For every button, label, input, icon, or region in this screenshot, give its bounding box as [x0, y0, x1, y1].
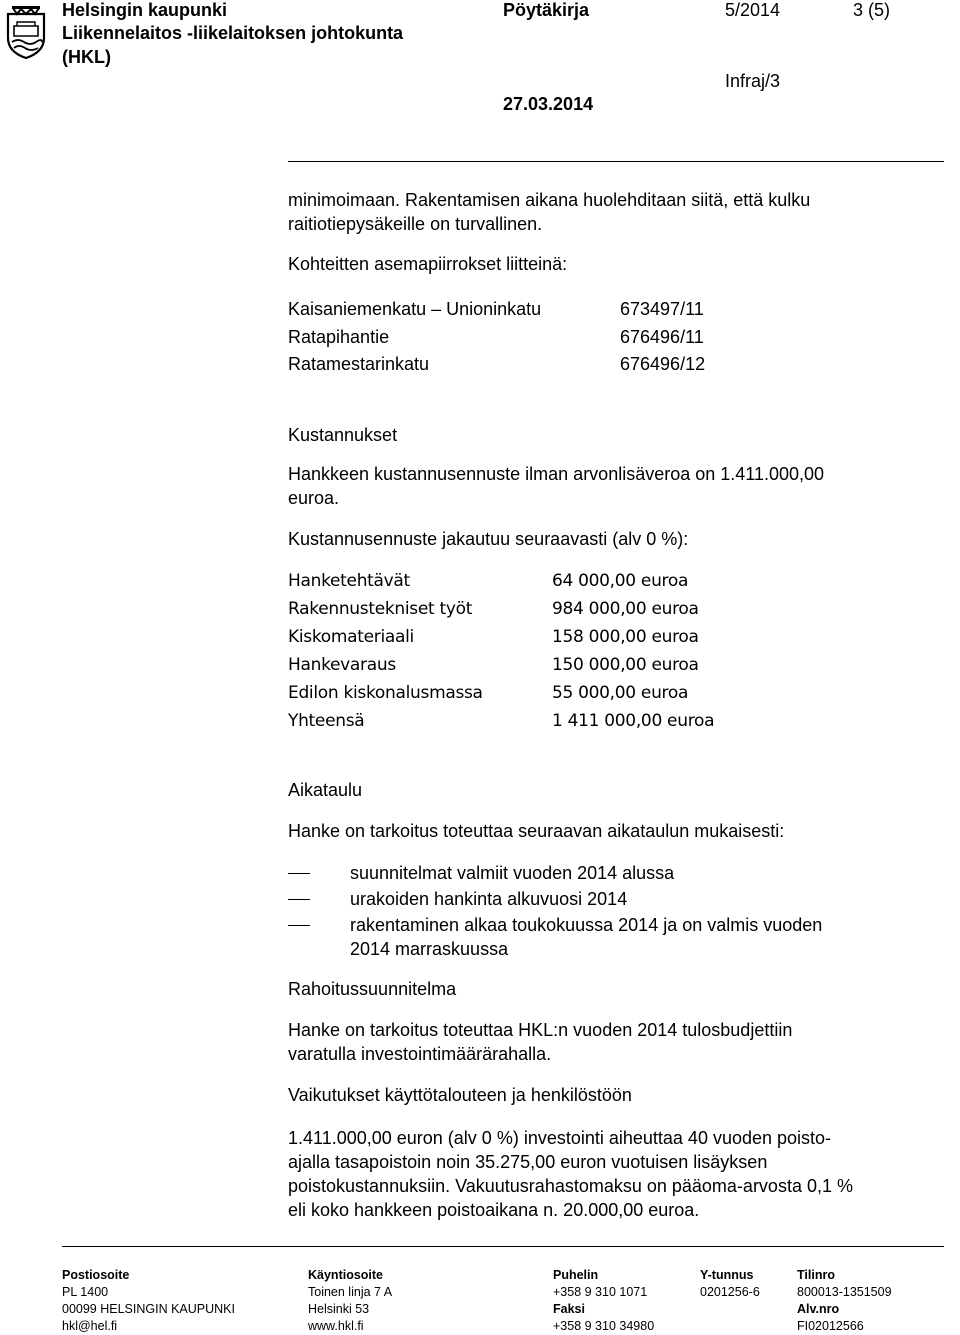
footer-phone-number: +358 9 310 1071 [553, 1285, 648, 1299]
breakdown-items [288, 567, 483, 735]
breakdown-total-label: Yhteensä [288, 711, 365, 731]
unit-name: Liikennelaitos -liikelaitoksen johtokunta [62, 23, 404, 43]
section-ref: Infraj/3 [725, 71, 781, 91]
schedule-item-text: 2014 marraskuussa [350, 939, 509, 959]
schedule-item [288, 913, 822, 937]
costs-line-2: euroa. [288, 488, 340, 508]
org-name: Helsingin kaupunki [62, 0, 228, 20]
dash-bullet [288, 925, 310, 926]
footer-visit-label: Käyntiosoite [308, 1268, 384, 1282]
funding-line-2: varatulla investointimäärärahalla. [288, 1044, 552, 1064]
schedule-list [288, 861, 822, 961]
footer-postal-city: 00099 HELSINGIN KAUPUNKI [62, 1302, 235, 1316]
breakdown-amount: 64 000,00 euroa [552, 571, 689, 591]
effects-heading: Vaikutukset käyttötalouteen ja henkilöstöön [288, 1085, 632, 1105]
map-ref: 673497/11 [620, 299, 704, 319]
intro-line-2: raitiotiepysäkeille on turvallinen. [288, 214, 543, 234]
footer-fax-label: Faksi [553, 1302, 585, 1316]
unit-abbreviation: (HKL) [62, 47, 111, 67]
helsinki-crest-logo [4, 4, 48, 60]
schedule-intro: Hanke on tarkoitus toteuttaa seuraavan aikataulun mukaisesti: [288, 821, 785, 841]
breakdown-amount: 55 000,00 euroa [552, 683, 689, 703]
breakdown-heading: Kustannusennuste jakautuu seuraavasti (alv 0 %): [288, 529, 689, 549]
map-name: Kaisaniemenkatu – Unioninkatu [288, 299, 542, 319]
footer-postal [62, 1267, 235, 1335]
footer-email: hkl@hel.fi [62, 1319, 118, 1333]
effects-line-2: ajalla tasapoistoin noin 35.275,00 euron vuotuisen lisäyksen [288, 1152, 768, 1172]
dash-bullet [288, 899, 310, 900]
costs-heading: Kustannukset [288, 425, 398, 445]
maps-heading: Kohteitten asemapiirrokset liitteinä: [288, 254, 568, 274]
meeting-date: 27.03.2014 [503, 94, 594, 114]
page-number: 3 (5) [853, 0, 891, 20]
schedule-item [288, 861, 822, 885]
footer-postal-box: PL 1400 [62, 1285, 109, 1299]
footer-visit [308, 1267, 392, 1335]
schedule-item-continuation [288, 937, 822, 961]
breakdown-item: Edilon kiskonalusmassa [288, 683, 483, 703]
costs-line-1: Hankkeen kustannusennuste ilman arvonlisäveroa on 1.411.000,00 [288, 464, 825, 484]
footer-visit-city: Helsinki 53 [308, 1302, 370, 1316]
footer-fax-number: +358 9 310 34980 [553, 1319, 655, 1333]
map-name: Ratamestarinkatu [288, 354, 430, 374]
footer-ytunnus [700, 1267, 760, 1301]
effects-line-1: 1.411.000,00 euron (alv 0 %) investointi aiheuttaa 40 vuoden poisto- [288, 1128, 832, 1148]
footer-account-label: Tilinro [797, 1268, 835, 1282]
footer-account [797, 1267, 892, 1335]
funding-line-1: Hanke on tarkoitus toteuttaa HKL:n vuoden 2014 tulosbudjettiin [288, 1020, 793, 1040]
breakdown-amount: 984 000,00 euroa [552, 599, 699, 619]
footer-postal-label: Postiosoite [62, 1268, 130, 1282]
breakdown-item: Hanketehtävät [288, 571, 410, 591]
funding-heading: Rahoitussuunnitelma [288, 979, 457, 999]
map-ref: 676496/11 [620, 327, 704, 347]
footer-rule [62, 1246, 944, 1247]
dash-bullet [288, 873, 310, 874]
footer-ytunnus-value: 0201256-6 [700, 1285, 760, 1299]
footer-website: www.hkl.fi [308, 1319, 364, 1333]
schedule-item-text: suunnitelmat valmiit vuoden 2014 alussa [350, 863, 675, 883]
breakdown-item: Hankevaraus [288, 655, 396, 675]
footer-visit-street: Toinen linja 7 A [308, 1285, 393, 1299]
effects-line-4: eli koko hankkeen poistoaikana n. 20.000,00 euroa. [288, 1200, 700, 1220]
footer-vat-label: Alv.nro [797, 1302, 840, 1316]
doc-type: Pöytäkirja [503, 0, 590, 20]
footer-phone [553, 1267, 654, 1335]
schedule-heading: Aikataulu [288, 780, 363, 800]
doc-number: 5/2014 [725, 0, 781, 20]
breakdown-amounts [552, 567, 714, 735]
map-ref: 676496/12 [620, 354, 706, 374]
schedule-item-text: urakoiden hankinta alkuvuosi 2014 [350, 889, 628, 909]
breakdown-amount: 158 000,00 euroa [552, 627, 699, 647]
schedule-item [288, 887, 822, 911]
header-rule [288, 161, 944, 162]
breakdown-item: Rakennustekniset työt [288, 599, 473, 619]
map-name: Ratapihantie [288, 327, 390, 347]
footer-account-value: 800013-1351509 [797, 1285, 892, 1299]
intro-line-1: minimoimaan. Rakentamisen aikana huolehditaan siitä, että kulku [288, 190, 811, 210]
footer-vat-value: FI02012566 [797, 1319, 864, 1333]
breakdown-total-amount: 1 411 000,00 euroa [552, 711, 715, 731]
breakdown-item: Kiskomateriaali [288, 627, 414, 647]
footer-ytunnus-label: Y-tunnus [700, 1268, 754, 1282]
breakdown-amount: 150 000,00 euroa [552, 655, 699, 675]
footer-phone-label: Puhelin [553, 1268, 599, 1282]
schedule-item-text: rakentaminen alkaa toukokuussa 2014 ja on valmis vuoden [350, 915, 823, 935]
effects-line-3: poistokustannuksiin. Vakuutusrahastomaksu on pääoma-arvosta 0,1 % [288, 1176, 853, 1196]
